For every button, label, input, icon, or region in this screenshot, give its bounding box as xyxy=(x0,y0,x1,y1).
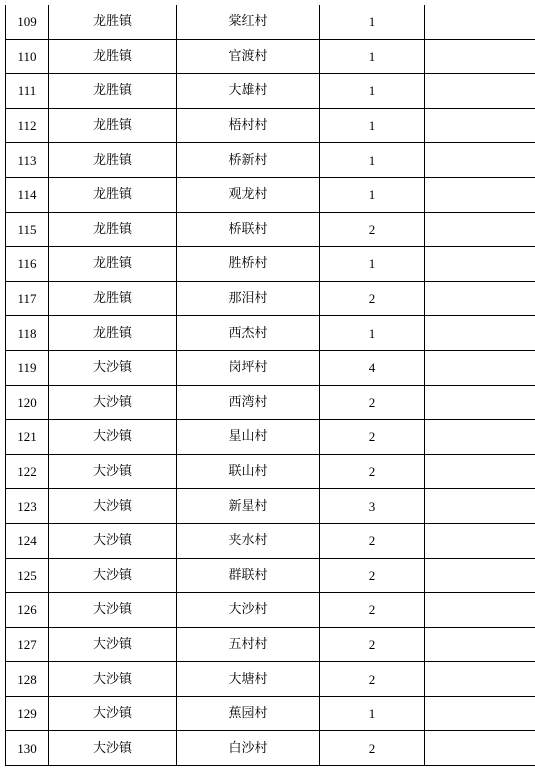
town-cell: 龙胜镇 xyxy=(49,212,177,247)
row-index-cell: 119 xyxy=(6,350,49,385)
town-cell: 大沙镇 xyxy=(49,696,177,731)
row-index-cell: 116 xyxy=(6,247,49,282)
row-index-cell: 125 xyxy=(6,558,49,593)
note-cell xyxy=(425,247,535,282)
note-cell xyxy=(425,5,535,39)
count-cell: 1 xyxy=(320,108,425,143)
town-cell: 大沙镇 xyxy=(49,731,177,766)
row-index-cell: 123 xyxy=(6,489,49,524)
table-body xyxy=(6,5,535,766)
table-row xyxy=(6,316,535,351)
table-row xyxy=(6,350,535,385)
table-row xyxy=(6,627,535,662)
row-index-cell: 110 xyxy=(6,39,49,74)
note-cell xyxy=(425,489,535,524)
table-row xyxy=(6,177,535,212)
village-table xyxy=(5,5,535,766)
town-cell: 大沙镇 xyxy=(49,385,177,420)
village-cell: 星山村 xyxy=(177,420,320,455)
town-cell: 龙胜镇 xyxy=(49,316,177,351)
village-cell: 新星村 xyxy=(177,489,320,524)
table-row xyxy=(6,108,535,143)
town-cell: 龙胜镇 xyxy=(49,281,177,316)
count-cell: 2 xyxy=(320,212,425,247)
table-row xyxy=(6,281,535,316)
village-cell: 桥联村 xyxy=(177,212,320,247)
note-cell xyxy=(425,420,535,455)
village-cell: 大塘村 xyxy=(177,662,320,697)
village-cell: 官渡村 xyxy=(177,39,320,74)
count-cell: 2 xyxy=(320,385,425,420)
town-cell: 龙胜镇 xyxy=(49,39,177,74)
village-cell: 大沙村 xyxy=(177,593,320,628)
count-cell: 1 xyxy=(320,5,425,39)
row-index-cell: 112 xyxy=(6,108,49,143)
town-cell: 大沙镇 xyxy=(49,558,177,593)
town-cell: 大沙镇 xyxy=(49,523,177,558)
village-cell: 梧村村 xyxy=(177,108,320,143)
village-cell: 胜桥村 xyxy=(177,247,320,282)
village-cell: 大雄村 xyxy=(177,74,320,109)
note-cell xyxy=(425,454,535,489)
table-row xyxy=(6,5,535,39)
note-cell xyxy=(425,108,535,143)
row-index-cell: 109 xyxy=(6,5,49,39)
village-cell: 五村村 xyxy=(177,627,320,662)
row-index-cell: 124 xyxy=(6,523,49,558)
village-cell: 岗坪村 xyxy=(177,350,320,385)
count-cell: 2 xyxy=(320,558,425,593)
town-cell: 龙胜镇 xyxy=(49,177,177,212)
note-cell xyxy=(425,662,535,697)
note-cell xyxy=(425,627,535,662)
note-cell xyxy=(425,350,535,385)
note-cell xyxy=(425,212,535,247)
row-index-cell: 118 xyxy=(6,316,49,351)
count-cell: 1 xyxy=(320,143,425,178)
row-index-cell: 126 xyxy=(6,593,49,628)
table-row xyxy=(6,593,535,628)
count-cell: 2 xyxy=(320,662,425,697)
count-cell: 1 xyxy=(320,696,425,731)
count-cell: 2 xyxy=(320,281,425,316)
town-cell: 大沙镇 xyxy=(49,420,177,455)
table-row xyxy=(6,39,535,74)
table-row xyxy=(6,523,535,558)
town-cell: 龙胜镇 xyxy=(49,74,177,109)
row-index-cell: 129 xyxy=(6,696,49,731)
row-index-cell: 128 xyxy=(6,662,49,697)
village-cell: 那泪村 xyxy=(177,281,320,316)
row-index-cell: 120 xyxy=(6,385,49,420)
note-cell xyxy=(425,731,535,766)
note-cell xyxy=(425,385,535,420)
village-cell: 群联村 xyxy=(177,558,320,593)
village-cell: 观龙村 xyxy=(177,177,320,212)
count-cell: 1 xyxy=(320,316,425,351)
table-row xyxy=(6,454,535,489)
village-cell: 白沙村 xyxy=(177,731,320,766)
town-cell: 大沙镇 xyxy=(49,662,177,697)
town-cell: 龙胜镇 xyxy=(49,108,177,143)
note-cell xyxy=(425,177,535,212)
table-row xyxy=(6,662,535,697)
row-index-cell: 127 xyxy=(6,627,49,662)
count-cell: 2 xyxy=(320,454,425,489)
row-index-cell: 115 xyxy=(6,212,49,247)
table-row xyxy=(6,420,535,455)
town-cell: 大沙镇 xyxy=(49,489,177,524)
count-cell: 2 xyxy=(320,523,425,558)
village-cell: 西湾村 xyxy=(177,385,320,420)
table-row xyxy=(6,489,535,524)
count-cell: 2 xyxy=(320,731,425,766)
count-cell: 2 xyxy=(320,593,425,628)
town-cell: 龙胜镇 xyxy=(49,143,177,178)
table-row xyxy=(6,696,535,731)
note-cell xyxy=(425,523,535,558)
count-cell: 4 xyxy=(320,350,425,385)
village-cell: 棠红村 xyxy=(177,5,320,39)
table-row xyxy=(6,247,535,282)
town-cell: 大沙镇 xyxy=(49,454,177,489)
town-cell: 龙胜镇 xyxy=(49,247,177,282)
note-cell xyxy=(425,143,535,178)
row-index-cell: 114 xyxy=(6,177,49,212)
note-cell xyxy=(425,696,535,731)
note-cell xyxy=(425,316,535,351)
village-cell: 蕉园村 xyxy=(177,696,320,731)
note-cell xyxy=(425,74,535,109)
row-index-cell: 117 xyxy=(6,281,49,316)
table-row xyxy=(6,212,535,247)
town-cell: 大沙镇 xyxy=(49,593,177,628)
count-cell: 1 xyxy=(320,74,425,109)
table-row xyxy=(6,74,535,109)
count-cell: 1 xyxy=(320,39,425,74)
note-cell xyxy=(425,558,535,593)
note-cell xyxy=(425,281,535,316)
village-cell: 联山村 xyxy=(177,454,320,489)
town-cell: 龙胜镇 xyxy=(49,5,177,39)
count-cell: 1 xyxy=(320,247,425,282)
table-row xyxy=(6,385,535,420)
count-cell: 2 xyxy=(320,420,425,455)
count-cell: 3 xyxy=(320,489,425,524)
count-cell: 2 xyxy=(320,627,425,662)
table-row xyxy=(6,558,535,593)
note-cell xyxy=(425,593,535,628)
table-row xyxy=(6,143,535,178)
row-index-cell: 113 xyxy=(6,143,49,178)
town-cell: 大沙镇 xyxy=(49,627,177,662)
row-index-cell: 111 xyxy=(6,74,49,109)
note-cell xyxy=(425,39,535,74)
row-index-cell: 122 xyxy=(6,454,49,489)
village-cell: 桥新村 xyxy=(177,143,320,178)
village-cell: 西杰村 xyxy=(177,316,320,351)
village-cell: 夹水村 xyxy=(177,523,320,558)
document-sheet xyxy=(5,5,535,766)
count-cell: 1 xyxy=(320,177,425,212)
table-row xyxy=(6,731,535,766)
row-index-cell: 130 xyxy=(6,731,49,766)
row-index-cell: 121 xyxy=(6,420,49,455)
town-cell: 大沙镇 xyxy=(49,350,177,385)
